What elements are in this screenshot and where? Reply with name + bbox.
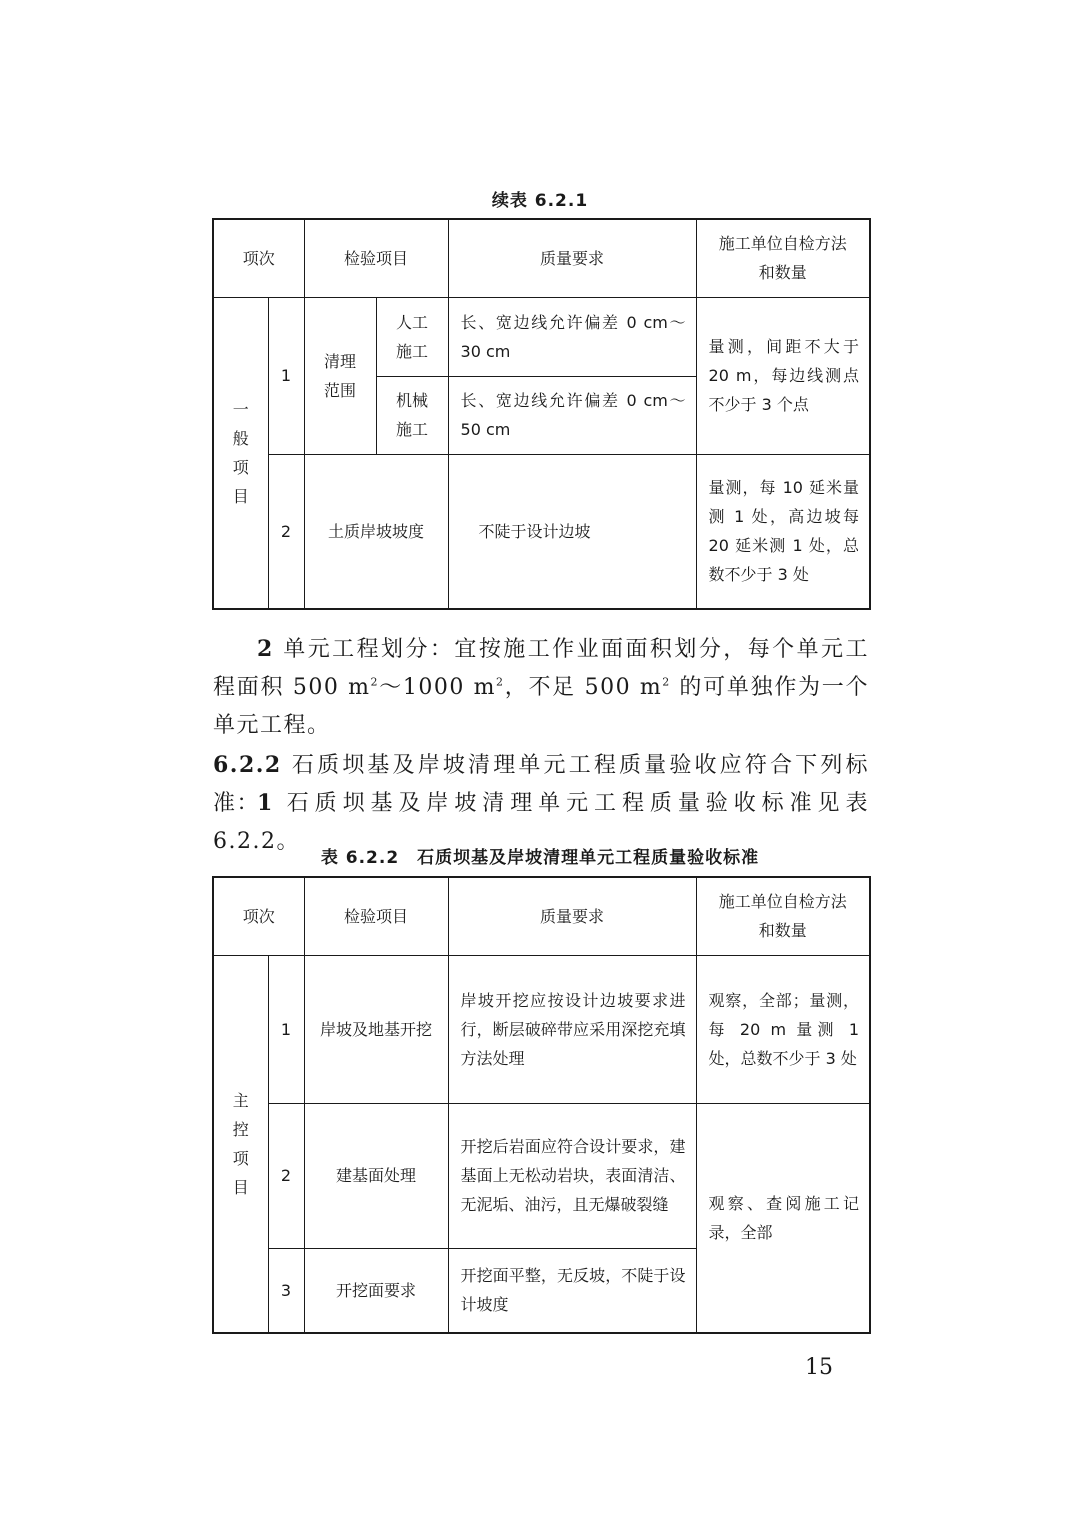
header-check-method: 施工单位自检方法和数量 [696,219,870,297]
clause-number: 1 [257,790,274,816]
header-inspection-item: 检验项目 [304,877,448,955]
check-method-cell: 量测，每 10 延米量测 1 处，高边坡每 20 延米测 1 处，总数不少于 3 处 [696,454,870,609]
clause-number: 2 [257,636,274,662]
paragraph-text: 的可单独作为一个单元工程。 [213,675,870,738]
header-quality-requirement: 质量要求 [448,877,696,955]
row-no: 3 [268,1248,304,1333]
header-quality-requirement: 质量要求 [448,219,696,297]
paragraph-unit-division [213,630,869,745]
row-no: 1 [268,955,304,1103]
table2-caption: 表 6.2.2 石质坝基及岸坡清理单元工程质量验收标准 [320,848,760,868]
requirement-cell: 岸坡开挖应按设计边坡要求进行，断层破碎带应采用深挖充填方法处理 [448,955,696,1103]
check-method-cell: 量测，间距不大于 20 m，每边线测点不少于 3 个点 [696,297,870,454]
paragraph-text: 石质坝基及岸坡清理单元工程质量验收应符合下列标准： [213,753,869,816]
sub-item-mechanical: 机械施工 [376,376,448,454]
row-no: 2 [268,454,304,609]
category-general: 一般项目 [213,297,268,609]
sub-item-manual: 人工施工 [376,297,448,376]
requirement-cell: 开挖后岩面应符合设计要求，建基面上无松动岩块，表面清洁、无泥垢、油污，且无爆破裂缝 [448,1103,696,1248]
paragraph-text: 石质坝基及岸坡清理单元工程质量验收标准见表 6.2.2。 [213,791,869,854]
paragraph-text: ～1000 m [378,675,496,700]
item-soil-slope: 土质岸坡坡度 [304,454,448,609]
item-foundation-surface: 建基面处理 [304,1103,448,1248]
superscript: 2 [662,675,671,689]
requirement-cell: 开挖面平整，无反坡，不陡于设计坡度 [448,1248,696,1333]
row-no: 1 [268,297,304,454]
requirement-cell: 不陡于设计边坡 [448,454,696,609]
paragraph-text: 单元工程划分：宜按施工作业面面积划分，每个单元工程面积 500 m [213,637,869,700]
header-inspection-item: 检验项目 [304,219,448,297]
page-number: 15 [805,1355,833,1380]
item-slope-foundation: 岸坡及地基开挖 [304,955,448,1103]
check-method-cell: 观察，全部；量测，每 20 m 量测 1 处，总数不少于 3 处 [696,955,870,1103]
table-6-2-2 [212,876,871,1334]
superscript: 2 [496,675,505,689]
table-6-2-1-continued [212,218,871,610]
requirement-cell: 长、宽边线允许偏差 0 cm～30 cm [448,297,696,376]
table1-caption: 续表 6.2.1 [491,191,589,211]
header-item-no: 项次 [213,219,304,297]
item-clearing-range: 清理范围 [304,297,376,454]
row-no: 2 [268,1103,304,1248]
header-check-method: 施工单位自检方法和数量 [696,877,870,955]
item-excavation-surface: 开挖面要求 [304,1248,448,1333]
clause-number: 6.2.2 [213,752,282,778]
paragraph-text: ，不足 500 m [504,675,663,700]
superscript: 2 [370,675,379,689]
check-method-cell: 观察、查阅施工记录，全部 [696,1103,870,1333]
header-item-no: 项次 [213,877,304,955]
requirement-cell: 长、宽边线允许偏差 0 cm～50 cm [448,376,696,454]
category-main-control: 主控项目 [213,955,268,1333]
